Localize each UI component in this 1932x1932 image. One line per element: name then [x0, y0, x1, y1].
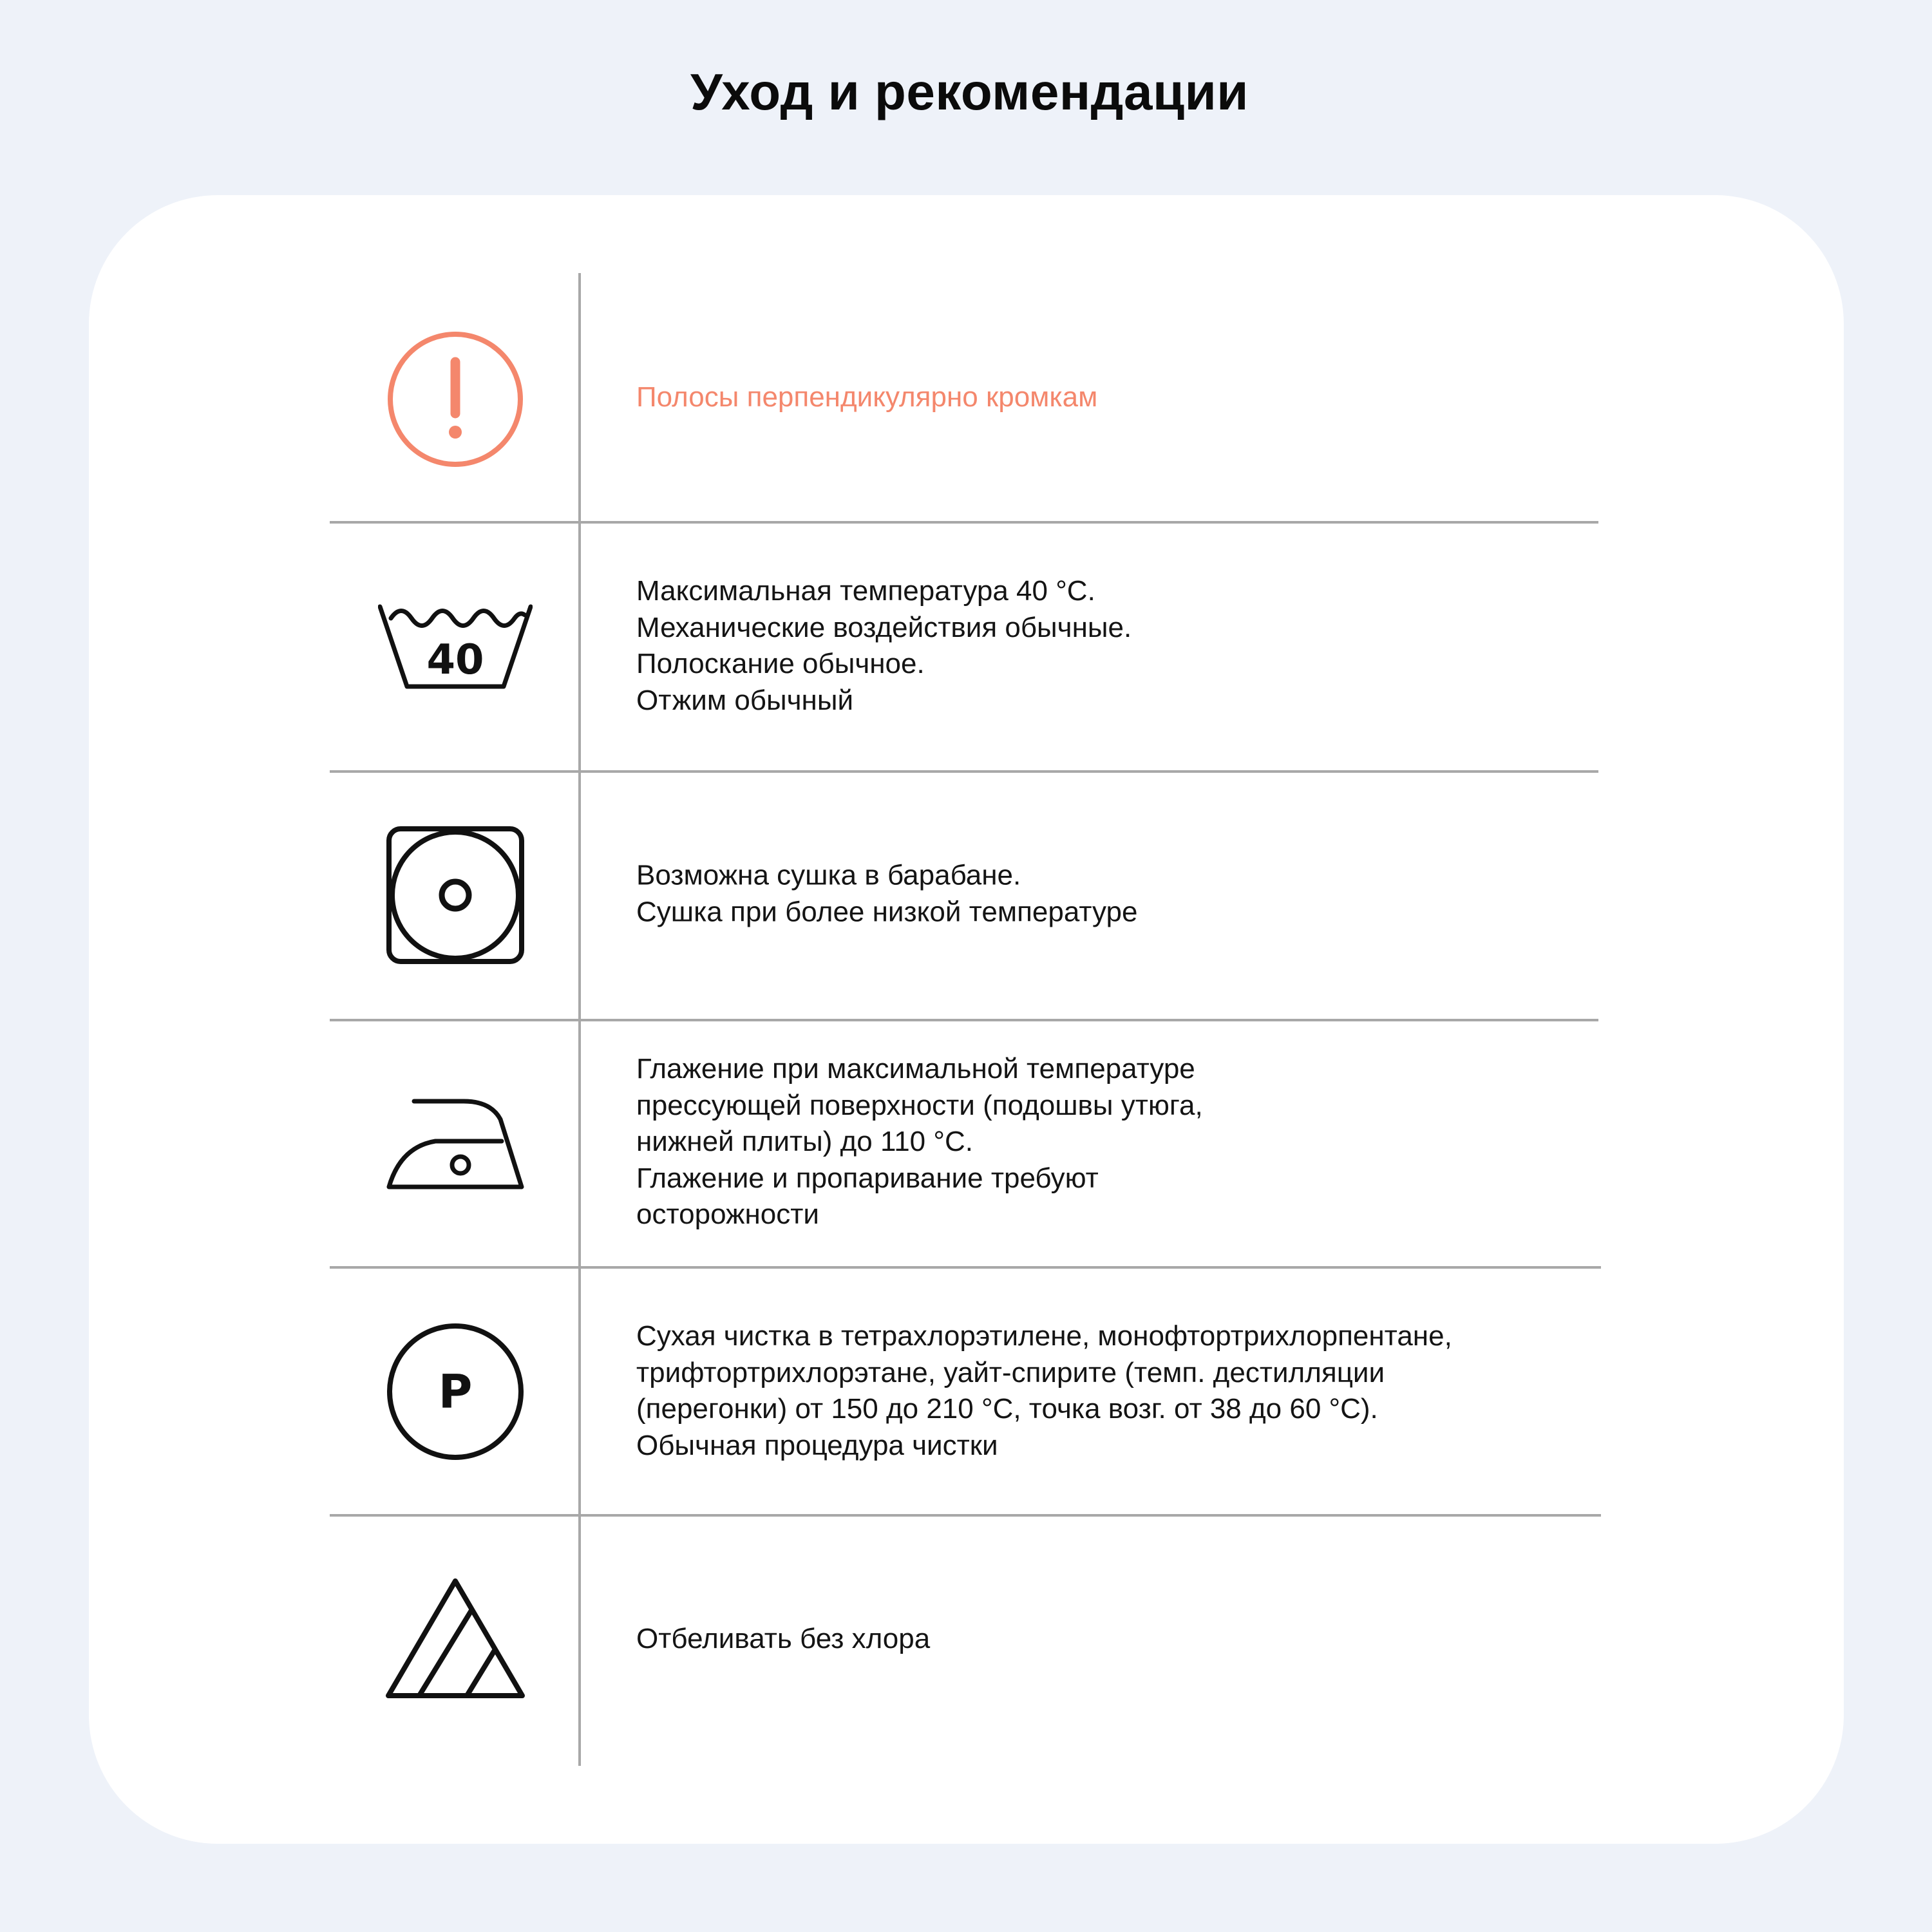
text-line: Сухая чистка в тетрахлорэтилене, монофтортрихлорпентане, — [636, 1320, 1452, 1352]
row-divider — [330, 1514, 1601, 1517]
text-line: нижней плиты) до 110 °С. — [636, 1125, 973, 1157]
text-line: Полосы перпендикулярно кромкам — [636, 381, 1098, 413]
row-divider — [330, 1266, 1601, 1269]
text-line: Отбеливать без хлора — [636, 1622, 931, 1654]
row-5-text — [636, 1318, 1641, 1464]
row-4-text — [636, 1051, 1641, 1233]
row-divider — [330, 1019, 1598, 1021]
text-line: Глажение и пропаривание требуют — [636, 1162, 1099, 1194]
dry-clean-p-icon — [378, 1314, 533, 1469]
row-6-text — [636, 1621, 1641, 1658]
row-1-text — [636, 379, 1641, 416]
text-line: (перегонки) от 150 до 210 °С, точка возг. от 38 до 60 °С). — [636, 1393, 1378, 1425]
dry-clean-label: P — [438, 1365, 473, 1419]
text-line: Максимальная температура 40 °С. — [636, 575, 1095, 607]
wash-temperature-label: 40 — [426, 636, 484, 684]
wash-40-icon — [378, 571, 533, 726]
text-line: Обычная процедура чистки — [636, 1429, 998, 1461]
row-divider — [330, 770, 1598, 773]
iron-low-icon — [378, 1065, 533, 1219]
warning-exclamation-icon — [378, 322, 533, 477]
text-line: Механические воздействия обычные. — [636, 611, 1132, 643]
text-line: прессующей поверхности (подошвы утюга, — [636, 1089, 1203, 1121]
row-2-text — [636, 573, 1641, 719]
tumble-dry-low-icon — [378, 818, 533, 972]
text-line: Сушка при более низкой температуре — [636, 896, 1138, 927]
text-line: Отжим обычный — [636, 684, 854, 716]
text-line: Возможна сушка в барабане. — [636, 859, 1021, 891]
non-chlorine-bleach-icon — [378, 1563, 533, 1718]
text-line: Полоскание обычное. — [636, 648, 925, 679]
page-title: Уход и рекомендации — [690, 63, 1249, 120]
text-line: трифтортрихлорэтане, уайт-спирите (темп. дестилляции — [636, 1356, 1385, 1388]
row-divider — [330, 521, 1598, 524]
text-line: Глажение при максимальной температуре — [636, 1052, 1195, 1084]
row-3-text — [636, 858, 1641, 931]
text-line: осторожности — [636, 1198, 819, 1230]
